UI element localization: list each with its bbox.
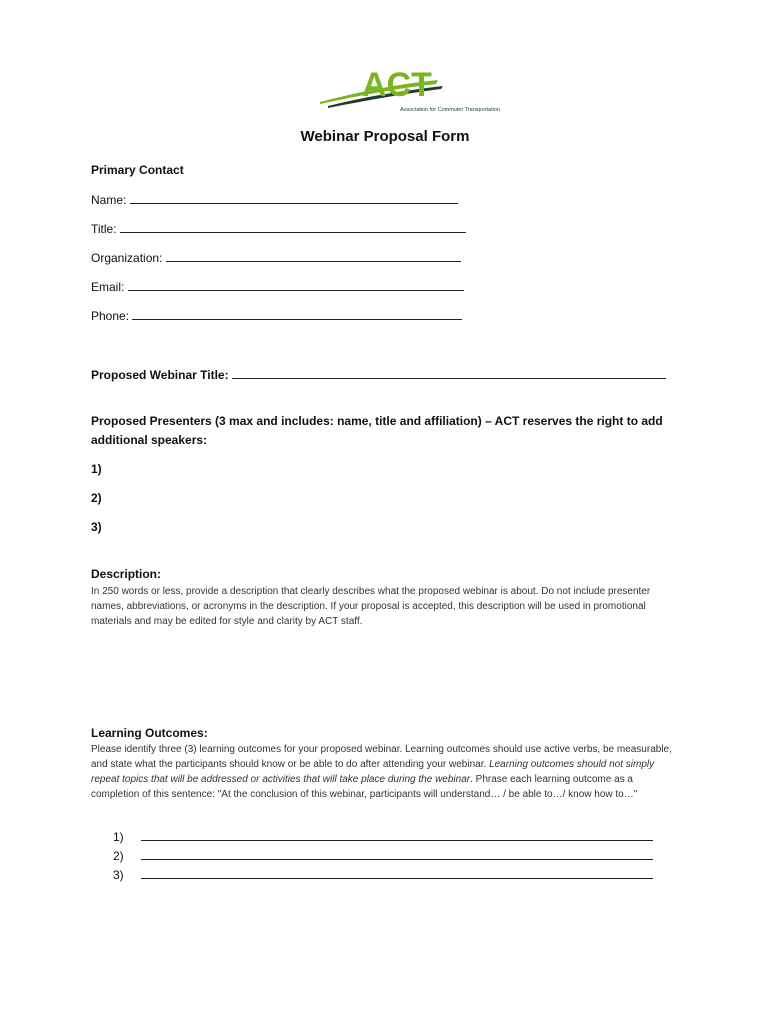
outcome-input-line[interactable] [141,867,653,879]
webinar-title-input-line[interactable] [232,367,666,379]
name-label: Name: [91,193,127,207]
logo-wordmark: ACT [362,66,432,104]
name-input-line[interactable] [130,192,458,204]
outcome-input-line[interactable] [141,829,653,841]
webinar-title-label: Proposed Webinar Title: [91,368,229,382]
presenters-heading-line2: additional speakers: [91,433,208,447]
email-input-line[interactable] [128,279,464,291]
title-label: Title: [91,222,117,236]
learning-outcomes-heading: Learning Outcomes: [91,726,208,740]
name-field[interactable] [91,192,458,207]
logo-tagline: Association for Commuter Transportation [400,107,500,113]
organization-input-line[interactable] [166,250,461,262]
description-text: In 250 words or less, provide a description that clearly describes what the proposed webinar is about. Do not include presenter names, abbreviations, or acronyms in the description. If your proposal is accepted, this description will be used in promotional materials and may be edited for style and clarity by ACT staff. [91,586,651,627]
learning-outcomes-text [91,742,681,802]
title-input-line[interactable] [120,221,466,233]
title-field[interactable] [91,221,466,236]
organization-field[interactable] [91,250,461,265]
presenters-heading-line1: Proposed Presenters (3 max and includes: name, title and affiliation) – ACT reserves the right to add [91,414,663,428]
learning-outcomes-text-b: . Phrase each learning outcome as a completion of this sentence: "At the conclusion of this webinar, participants will understand… / be able to…/ know how to…" [91,774,638,800]
phone-label: Phone: [91,309,130,323]
outcome-number: 1) [113,830,124,844]
webinar-title-field[interactable] [91,367,666,382]
description-heading: Description: [91,567,162,581]
organization-label: Organization: [91,251,163,265]
learning-outcomes-text-italic: Learning outcomes should not simply repeat topics that will be addressed or activities that will take place during the webinar [91,759,655,785]
presenter-item[interactable]: 2) [91,491,102,505]
learning-outcomes-text-a: Please identify three (3) learning outcomes for your proposed webinar. Learning outcomes should use active verbs, be measurable, and state what the participants should know or be able to do after attending your webinar. [91,744,672,770]
phone-field[interactable] [91,308,462,323]
outcome-number: 3) [113,868,124,882]
outcome-item[interactable] [113,848,653,863]
outcome-input-line[interactable] [141,848,653,860]
phone-input-line[interactable] [132,308,462,320]
primary-contact-heading: Primary Contact [91,163,184,177]
outcome-item[interactable] [113,829,653,844]
email-field[interactable] [91,279,464,294]
presenter-item[interactable]: 3) [91,520,102,534]
email-label: Email: [91,280,125,294]
act-logo [318,66,500,114]
outcome-item[interactable] [113,867,653,882]
outcome-number: 2) [113,849,124,863]
form-title: Webinar Proposal Form [300,128,470,145]
presenter-item[interactable]: 1) [91,462,102,476]
